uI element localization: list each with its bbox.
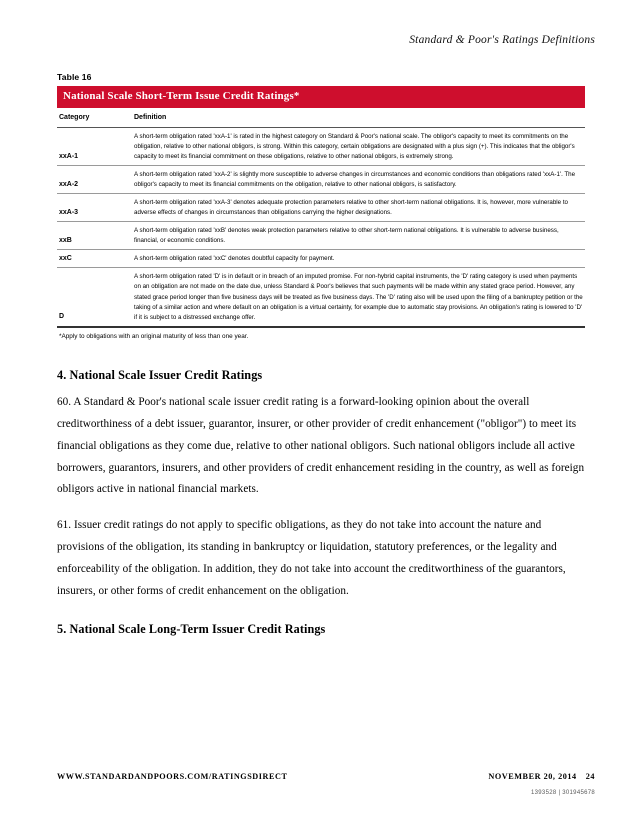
table-header-row — [57, 108, 585, 128]
paragraph-61: 61. Issuer credit ratings do not apply to specific obligations, as they do not take into account the nature and provisions of the obligation, its standing in bankruptcy or liquidation, statutory preferences, or the legality and enforceability of the obligation. In addition, they do not take into account the creditworthiness of the guarantors, insurers, or other forms of credit enhancement on the obligation. — [57, 519, 566, 597]
table-row — [57, 166, 585, 194]
rating-category: xxA-3 — [57, 194, 134, 222]
column-header-definition: Definition — [134, 108, 585, 128]
paragraph-60: 60. A Standard & Poor's national scale issuer credit rating is a forward-looking opinion about the overall creditworthiness of a debt issuer, guarantor, insurer, or other provider of credit enhancement ("obligor") to meet its financial obligations as they come due, relative to other national obligors. Such national obligors include all active borrowers, guarantors, insurers, and other providers of credit enhancement residing in the country, as well as foreign obligors active in national financial markets. — [57, 396, 585, 496]
table-row — [57, 194, 585, 222]
rating-category: xxB — [57, 222, 134, 250]
table-row — [57, 222, 585, 250]
section-heading-5: 5. National Scale Long-Term Issuer Credit Ratings — [57, 621, 326, 636]
rating-category: xxC — [57, 250, 134, 268]
table-title-bar: National Scale Short-Term Issue Credit Ratings* — [57, 86, 585, 108]
footer-date-page — [488, 772, 595, 781]
rating-definition: A short-term obligation rated 'xxC' denotes doubtful capacity for payment. — [134, 250, 585, 268]
footer-date: NOVEMBER 20, 2014 — [488, 772, 577, 781]
rating-category: D — [57, 268, 134, 327]
footer-website-link[interactable]: WWW.STANDARDANDPOORS.COM/RATINGSDIRECT — [57, 772, 288, 781]
table-row — [57, 250, 585, 268]
rating-definition: A short-term obligation rated 'xxB' denotes weak protection parameters relative to other short-term national obligations. It is vulnerable to adverse business, financial, or economic conditions. — [134, 222, 585, 250]
page-footer — [57, 772, 595, 796]
footer-page-number: 24 — [585, 772, 595, 781]
rating-definition: A short-term obligation rated 'xxA-1' is rated in the highest category on Standard & Poor's national scale. The obligor's capacity to meet its commitments on the obligation, relative to other national obligors, is strong. Within this category, certain obligations are designated with a plus sign (+). This indicates that the obligor's capacity to meet its financial commitment on these obligations, relative to other national obligors, is extremely strong. — [134, 127, 585, 165]
running-header-title: Standard & Poor's Ratings Definitions — [409, 34, 595, 46]
footer-document-id: 1393528 | 301945678 — [531, 790, 595, 796]
section-heading-4: 4. National Scale Issuer Credit Ratings — [57, 368, 263, 382]
rating-category: xxA-2 — [57, 166, 134, 194]
rating-definition: A short-term obligation rated 'xxA-2' is slightly more susceptible to adverse changes in circumstances and economic conditions than obligations rated 'xxA-1'. The obligor's capacity to meet its financial commitments on the obligation, relative to other national obligors, is satisfactory. — [134, 166, 585, 194]
rating-definition: A short-term obligation rated 'xxA-3' denotes adequate protection parameters relative to other short-term national obligations. It is, however, more vulnerable to adverse effects of changes in circumstances than obligations carrying the higher designations. — [134, 194, 585, 222]
column-header-category: Category — [57, 108, 134, 128]
table-footnote: *Apply to obligations with an original maturity of less than one year. — [59, 332, 249, 340]
table-row — [57, 268, 585, 327]
table-row — [57, 127, 585, 165]
rating-category: xxA-1 — [57, 127, 134, 165]
table-caption: Table 16 — [57, 72, 92, 82]
body-content — [57, 368, 585, 646]
ratings-table — [57, 108, 585, 328]
footer-main-row — [57, 772, 595, 781]
rating-definition: A short-term obligation rated 'D' is in default or in breach of an imputed promise. For non-hybrid capital instruments, the 'D' rating category is used when payments on an obligation are not made on the date due, unless Standard & Poor's believes that such payments will be made within any stated grace period. However, any stated grace period longer than five business days will be treated as five business days. The 'D' rating also will be used upon the filing of a bankruptcy petition or the taking of a similar action and where default on an obligation is a virtual certainty, for example due to automatic stay provisions. An obligation's rating is lowered to 'D' if it is subject to a distressed exchange offer. — [134, 268, 585, 327]
ratings-table-block — [57, 72, 585, 340]
